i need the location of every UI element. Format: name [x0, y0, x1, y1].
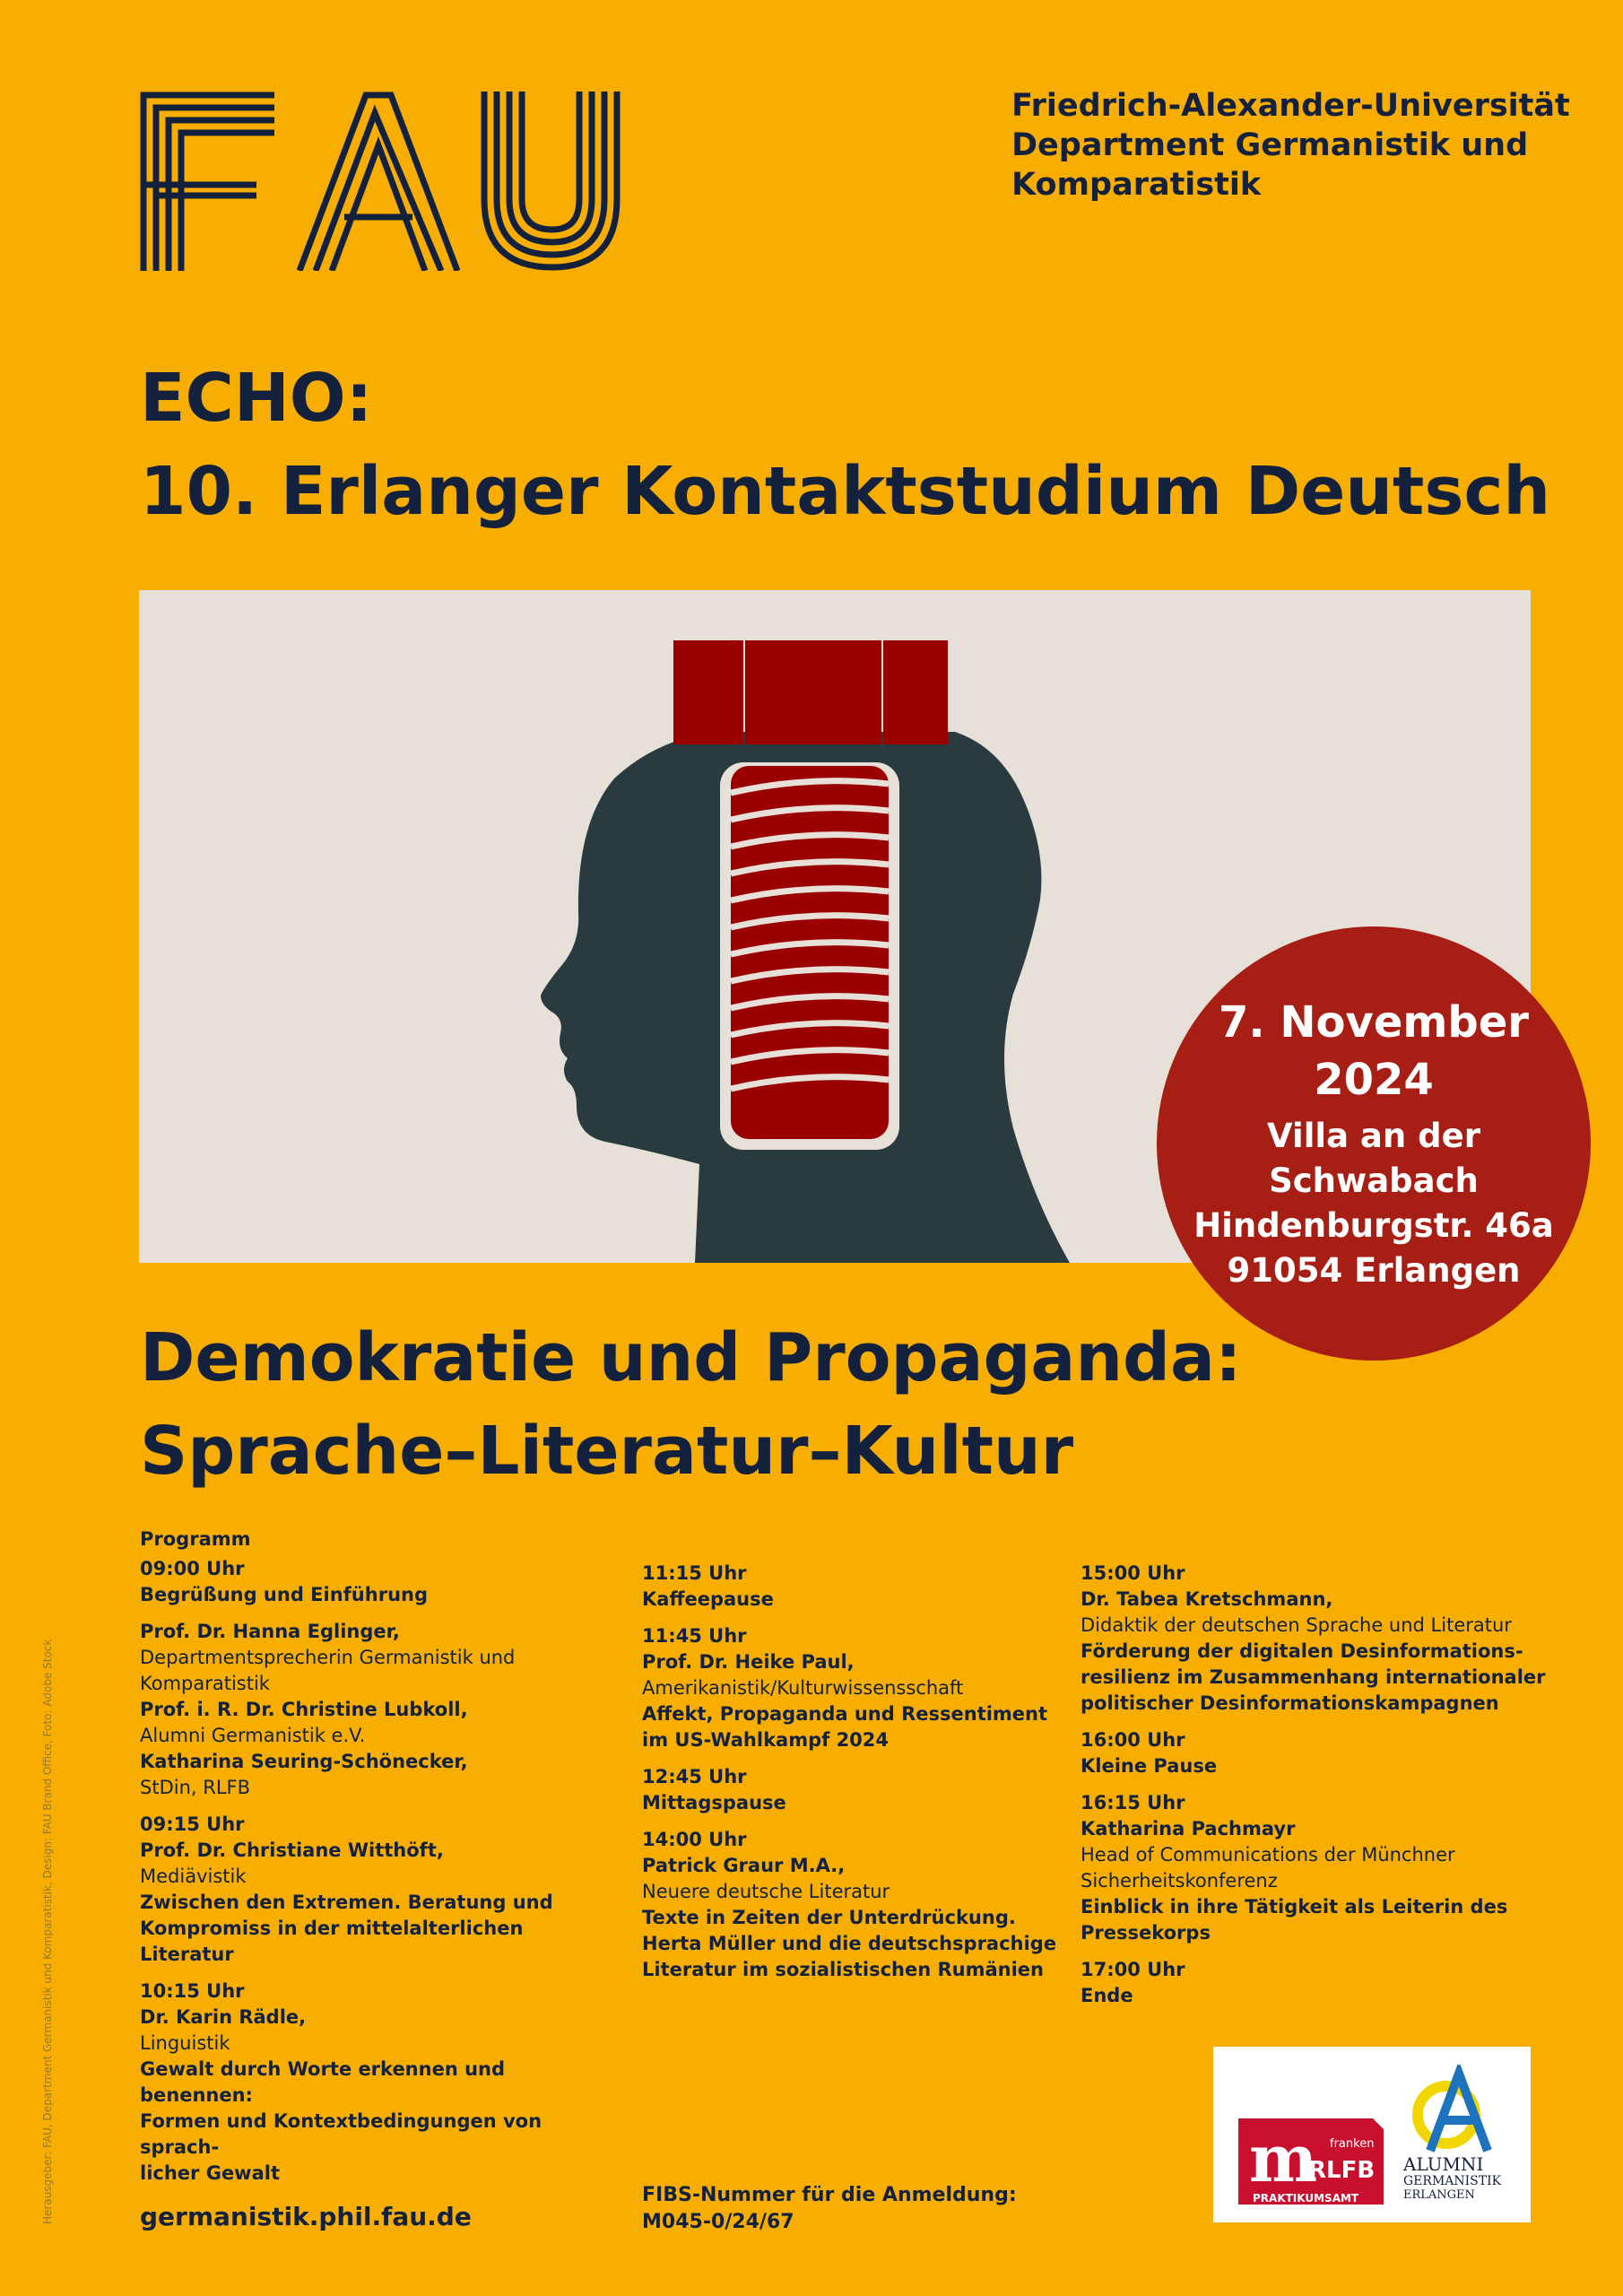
date-badge [1157, 926, 1591, 1361]
program-heading: Programm [140, 1528, 251, 1550]
program-entry-detail: Departmentsprecherin Germanistik und [140, 1647, 516, 1668]
program-entry-bold: Prof. Dr. Hanna Eglinger, [140, 1621, 400, 1642]
rlfb-small-text: franken [1330, 2137, 1375, 2151]
program-entry-bold: Affekt, Propaganda und Ressentiment [642, 1703, 1048, 1725]
program-entry-bold: 11:45 Uhr [642, 1625, 747, 1647]
partner-logos [1213, 2047, 1531, 2222]
program-entry-bold: Einblick in ihre Tätigkeit als Leiterin des [1081, 1896, 1508, 1918]
event-date-line-1: 7. November [1219, 997, 1529, 1048]
program-entry-bold: Patrick Graur M.A., [642, 1855, 846, 1876]
program-entry-bold: Zwischen den Extremen. Beratung und [140, 1892, 553, 1913]
program-spacer [1081, 1946, 1547, 1957]
program-entry-detail: Didaktik der deutschen Sprache und Literatur [1081, 1614, 1512, 1636]
program-entry-bold: Texte in Zeiten der Unterdrückung. [642, 1907, 1016, 1928]
program-entry-bold: 09:15 Uhr [140, 1813, 245, 1835]
program-entry-bold: 10:15 Uhr [140, 1980, 245, 2002]
program-entry-bold: Katharina Seuring-Schönecker, [140, 1751, 468, 1772]
program-spacer [642, 1613, 1063, 1623]
program-items [140, 1556, 615, 2187]
program-entry-detail: Komparatistik [140, 1673, 270, 1694]
website-link[interactable]: germanistik.phil.fau.de [140, 2202, 472, 2231]
program-entry-bold: Literatur im sozialistischen Rumänien [642, 1959, 1045, 1980]
program-entry-bold: Kompromiss in der mittelalterlichen Literatur [140, 1918, 524, 1965]
subtitle [140, 1311, 1242, 1498]
program-entry-bold: Begrüßung und Einführung [140, 1584, 428, 1605]
program-entry-bold: Dr. Tabea Kretschmann, [1081, 1588, 1333, 1610]
subtitle-line-2: Sprache–Literatur–Kultur [140, 1413, 1074, 1490]
rlfb-sub-text: PRAKTIKUMSAMT [1253, 2192, 1359, 2205]
program-entry-bold: 17:00 Uhr [1081, 1959, 1185, 1980]
rlfb-main-text: RLFB [1308, 2157, 1376, 2184]
fibs-number [642, 2182, 1017, 2236]
program-entry-detail: Linguistik [140, 2032, 230, 2054]
program-entry-detail: Head of Communications der Münchner [1081, 1844, 1455, 1866]
program-entry-bold: Pressekorps [1081, 1922, 1211, 1944]
program-entry-bold: Prof. i. R. Dr. Christine Lubkoll, [140, 1699, 468, 1720]
alumni-line-1: ALUMNI [1403, 2153, 1484, 2175]
program-entry-detail: Mediävistik [140, 1866, 247, 1887]
program-entry-detail: Sicherheitskonferenz [1081, 1870, 1278, 1892]
image-credit: Herausgeber: FAU, Department Germanistik und Komparatistik, Design: FAU Brand Office, Foto: Adobe Stock [41, 1639, 54, 2224]
program-entry-bold: 14:00 Uhr [642, 1829, 747, 1850]
program-entry-detail: Amerikanistik/Kulturwissensschaft [642, 1677, 964, 1699]
program-entry-bold: Mittagspause [642, 1792, 786, 1813]
program-entry-bold: 16:00 Uhr [1081, 1729, 1185, 1751]
event-street: Hindenburgstr. 46a [1193, 1206, 1554, 1245]
program-entry-bold: resilienz im Zusammenhang internationaler [1081, 1666, 1546, 1688]
program-entry-bold: Dr. Karin Rädle, [140, 2006, 307, 2028]
program-entry-bold: 11:15 Uhr [642, 1562, 747, 1584]
event-venue: Villa an der Schwabach [1267, 1117, 1480, 1200]
program-spacer [1081, 1779, 1547, 1790]
program-spacer [140, 1968, 615, 1979]
program-entry-detail: StDin, RLFB [140, 1777, 251, 1798]
alumni-line-3: ERLANGEN [1403, 2188, 1475, 2202]
program-items [1081, 1561, 1547, 2009]
alumni-line-2: GERMANISTIK [1403, 2174, 1502, 2188]
program-entry-bold: Prof. Dr. Christiane Witthöft, [140, 1839, 444, 1861]
program-entry-bold: Ende [1081, 1985, 1133, 2006]
program-entry-bold: im US-Wahlkampf 2024 [642, 1729, 890, 1751]
institution-line-1: Friedrich-Alexander-Universität [1011, 88, 1570, 124]
program-entry-bold: Herta Müller und die deutschsprachige [642, 1933, 1056, 1954]
event-city: 91054 Erlangen [1227, 1251, 1521, 1290]
institution-name [1011, 86, 1570, 204]
program-entry-bold: licher Gewalt [140, 2162, 280, 2184]
program-column-2 [642, 1561, 1063, 1983]
subtitle-line-1: Demokratie und Propaganda: [140, 1319, 1242, 1396]
program-spacer [642, 1753, 1063, 1764]
institution-line-3: Komparatistik [1011, 167, 1262, 203]
fibs-label: FIBS-Nummer für die Anmeldung: [642, 2184, 1017, 2206]
alumni-logo [1384, 2065, 1527, 2217]
title-line-1: ECHO: [140, 360, 373, 437]
main-title [140, 352, 1550, 538]
program-entry-bold: 15:00 Uhr [1081, 1562, 1185, 1584]
program-entry-bold: Kaffeepause [642, 1588, 774, 1610]
program-spacer [140, 1801, 615, 1812]
program-entry-bold: 12:45 Uhr [642, 1766, 747, 1787]
program-entry-bold: Förderung der digitalen Desinformations- [1081, 1640, 1523, 1662]
institution-line-2: Department Germanistik und [1011, 127, 1529, 163]
svg-text:m: m [1249, 2120, 1318, 2196]
fau-logo [140, 91, 621, 271]
program-entry-detail: Neuere deutsche Literatur [642, 1881, 890, 1902]
program-column-3 [1081, 1561, 1547, 2009]
program-entry-bold: Gewalt durch Worte erkennen und benennen: [140, 2058, 506, 2106]
program-entry-bold: 16:15 Uhr [1081, 1792, 1185, 1813]
program-entry-bold: Formen und Kontextbedingungen von sprach- [140, 2110, 542, 2158]
program-entry-bold: 09:00 Uhr [140, 1558, 245, 1579]
fibs-value: M045-0/24/67 [642, 2211, 794, 2233]
program-entry-bold: politischer Desinformationskampagnen [1081, 1692, 1499, 1714]
event-date-line-2: 2024 [1314, 1055, 1434, 1105]
program-entry-bold: Katharina Pachmayr [1081, 1818, 1296, 1839]
program-entry-detail: Alumni Germanistik e.V. [140, 1725, 366, 1746]
program-entry-bold: Kleine Pause [1081, 1755, 1218, 1777]
program-spacer [642, 1816, 1063, 1827]
program-items [642, 1561, 1063, 1983]
program-spacer [1081, 1717, 1547, 1727]
program-column-1 [140, 1526, 615, 2187]
program-spacer [140, 1608, 615, 1619]
title-line-2: 10. Erlanger Kontaktstudium Deutsch [140, 453, 1551, 530]
program-entry-bold: Prof. Dr. Heike Paul, [642, 1651, 855, 1673]
